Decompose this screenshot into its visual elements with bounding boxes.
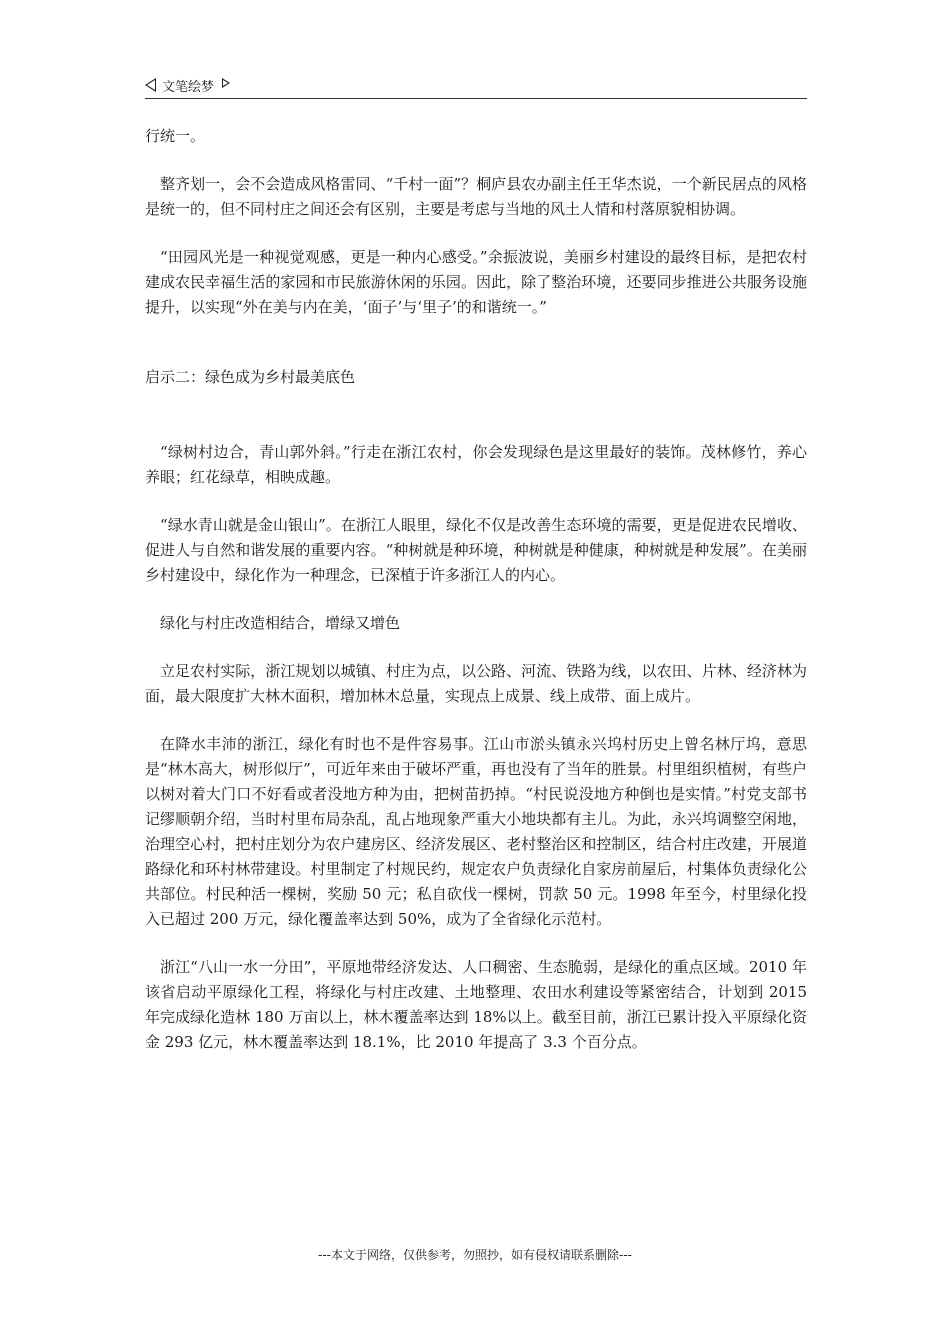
- paragraph: “绿树村边合，青山郭外斜。”行走在浙江农村，你会发现绿色是这里最好的装饰。茂林修竹，养心养眼；红花绿草，相映成趣。: [145, 443, 807, 486]
- paragraph: “田园风光是一种视觉观感，更是一种内心感受。”余振波说，美丽乡村建设的最终目标，是把农村建成农民幸福生活的家园和市民旅游休闲的乐园。因此，除了整治环境，还要同步推进公共服务设施提升，以实现“外在美与内在美，‘面子’与‘里子’的和谐统一。”: [145, 248, 807, 316]
- triangle-right-icon: [222, 78, 230, 88]
- subheading: 绿化与村庄改造相结合，增绿又增色: [160, 614, 401, 632]
- paragraph: 浙江“八山一水一分田”，平原地带经济发达、人口稠密、生态脆弱，是绿化的重点区域。2010 年该省启动平原绿化工程，将绿化与村庄改建、土地整理、农田水利建设等紧密结合，计划到 2015 年完成绿化造林 180 万亩以上，林木覆盖率达到 18%以上。截至目前，浙江已累计投入平原绿化资金 293 亿元，林木覆盖率达到 18.1%，比 2010 年提高了 3.3 个百分点。: [145, 958, 807, 1051]
- header-title: 文笔绘梦: [162, 79, 215, 95]
- section-heading: 启示二：绿色成为乡村最美底色: [145, 368, 356, 386]
- paragraph: 立足农村实际，浙江规划以城镇、村庄为点，以公路、河流、铁路为线，以农田、片林、经济林为面，最大限度扩大林木面积，增加林木总量，实现点上成景、线上成带、面上成片。: [145, 662, 807, 705]
- paragraph: 在降水丰沛的浙江，绿化有时也不是件容易事。江山市淤头镇永兴坞村历史上曾名林厅坞，意思是“林木高大，树形似厅”，可近年来由于破坏严重，再也没有了当年的胜景。村里组织植树，有些户以树对着大门口不好看或者没地方种为由，把树苗扔掉。“村民说没地方种倒也是实情。”村党支部书记缪顺朝介绍，当时村里布局杂乱，乱占地现象严重大小地块都有主儿。为此，永兴坞调整空闲地，治理空心村，把村庄划分为农户建房区、经济发展区、老村整治区和控制区，结合村庄改建，开展道路绿化和环村林带建设。村里制定了村规民约，规定农户负责绿化自家房前屋后，村集体负责绿化公共部位。村民种活一棵树，奖励 50 元；私自砍伐一棵树，罚款 50 元。1998 年至今，村里绿化投入已超过 200 万元，绿化覆盖率达到 50%，成为了全省绿化示范村。: [145, 735, 807, 928]
- page-header: [145, 72, 807, 99]
- paragraph: “绿水青山就是金山银山”。在浙江人眼里，绿化不仅是改善生态环境的需要，更是促进农民增收、促进人与自然和谐发展的重要内容。“种树就是种环境，种树就是种健康，种树就是种发展”。在美丽乡村建设中，绿化作为一种理念，已深植于许多浙江人的内心。: [145, 516, 807, 584]
- triangle-left-icon: [145, 78, 156, 92]
- document-body: [145, 124, 807, 1078]
- paragraph: 整齐划一，会不会造成风格雷同、“千村一面”？桐庐县农办副主任王华杰说，一个新民居点的风格是统一的，但不同村庄之间还会有区别，主要是考虑与当地的风土人情和村落原貌相协调。: [145, 175, 807, 218]
- footer-notice: ---本文于网络，仅供参考，勿照抄，如有侵权请联系删除---: [318, 1248, 632, 1262]
- paragraph-continuation: 行统一。: [145, 127, 206, 145]
